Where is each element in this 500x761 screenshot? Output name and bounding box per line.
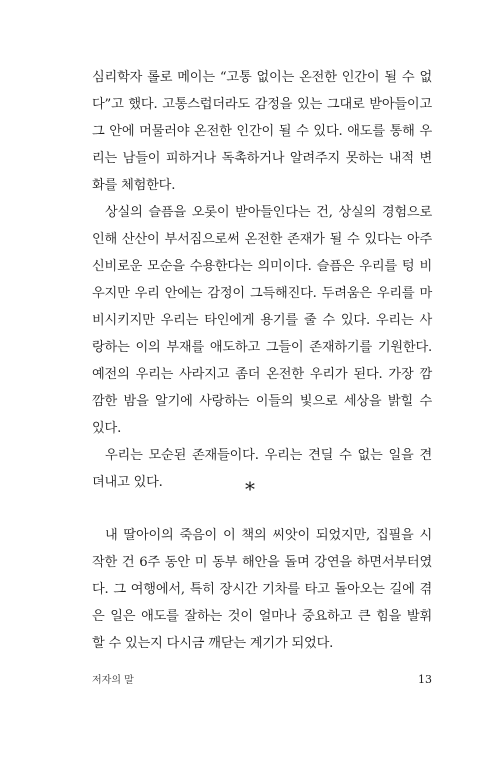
text-line: 리는 남들이 피하거나 독촉하거나 알려주지 못하는 내적 변 [92, 151, 432, 166]
text-line: 우리는 모순된 존재들이다. 우리는 견딜 수 없는 일을 견 [105, 448, 432, 463]
section-separator-asterisk: * [245, 477, 255, 501]
text-line: 심리학자 롤로 메이는 “고통 없이는 온전한 인간이 될 수 없 [92, 70, 432, 85]
text-line: 상실의 슬픔을 오롯이 받아들인다는 건, 상실의 경험으로 [105, 205, 432, 220]
text-line: 신비로운 모순을 수용한다는 의미이다. 슬픔은 우리를 텅 비 [92, 259, 432, 274]
text-line: 할 수 있는지 다시금 깨닫는 계기가 되었다. [92, 636, 334, 651]
page-number: 13 [418, 673, 432, 686]
text-line: 화를 체험한다. [92, 178, 176, 193]
text-line: 인해 산산이 부서짐으로써 온전한 존재가 될 수 있다는 아주 [92, 232, 432, 247]
text-line: 깜한 밤을 알기에 사랑하는 이들의 빛으로 세상을 밝힐 수 [92, 394, 432, 409]
paragraph-block-1 [92, 64, 432, 496]
text-line: 다. 그 여행에서, 특히 장시간 기차를 타고 돌아오는 길에 겪 [92, 582, 432, 597]
text-line: 작한 건 6주 동안 미 동부 해안을 돌며 강연을 하면서부터였 [92, 555, 432, 570]
text-line: 은 일은 애도를 잘하는 것이 얼마나 중요하고 큰 힘을 발휘 [92, 609, 432, 624]
running-footer-section-title: 저자의 말 [92, 675, 134, 686]
paragraph-block-2 [92, 522, 432, 657]
text-line: 우지만 우리 안에는 감정이 그득해진다. 두려움은 우리를 마 [92, 286, 432, 301]
text-line: 그 안에 머물러야 온전한 인간이 될 수 있다. 애도를 통해 우 [92, 124, 432, 139]
text-line: 내 딸아이의 죽음이 이 책의 씨앗이 되었지만, 집필을 시 [105, 528, 432, 543]
text-line: 있다. [92, 421, 122, 436]
text-line: 뎌내고 있다. [92, 475, 163, 490]
text-line: 랑하는 이의 부재를 애도하고 그들이 존재하기를 기원한다. [92, 340, 432, 355]
text-line: 비시키지만 우리는 타인에게 용기를 줄 수 있다. 우리는 사 [92, 313, 432, 328]
text-line: 다”고 했다. 고통스럽더라도 감정을 있는 그대로 받아들이고 [92, 97, 432, 112]
text-line: 예전의 우리는 사라지고 좀더 온전한 우리가 된다. 가장 깜 [92, 367, 432, 382]
